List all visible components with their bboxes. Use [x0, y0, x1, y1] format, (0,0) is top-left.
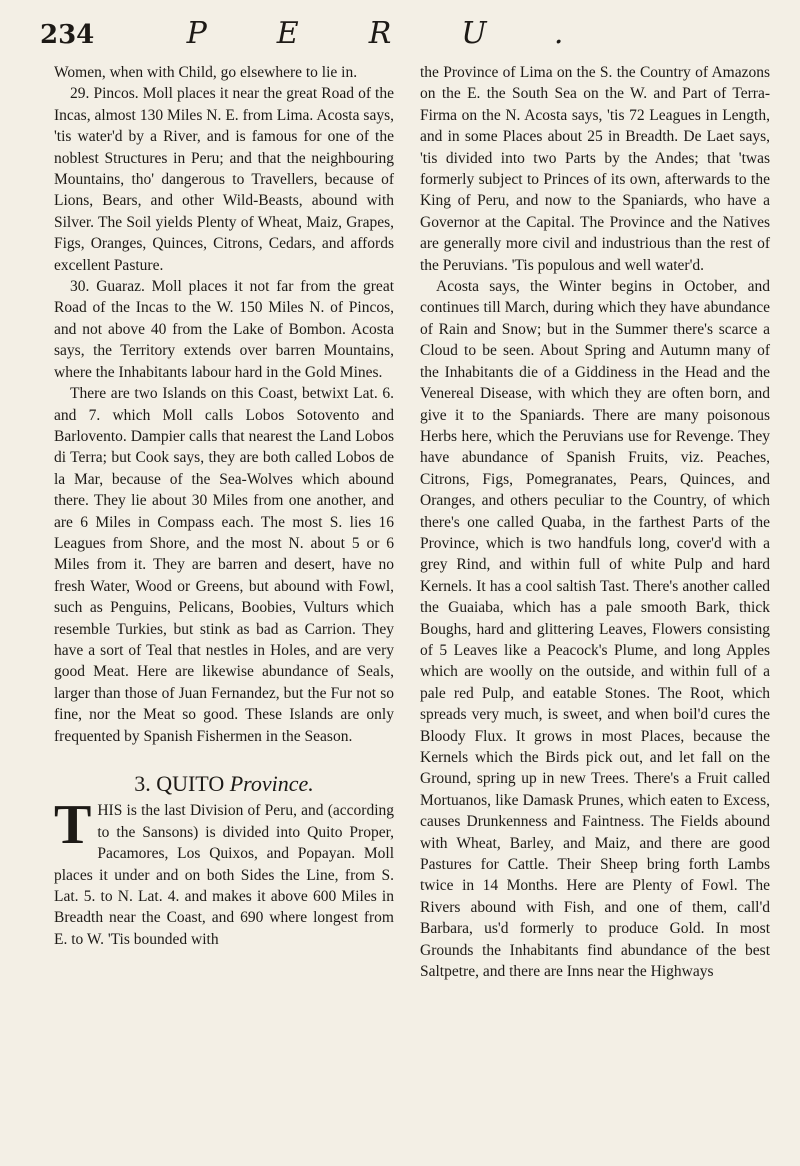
right-column: [420, 62, 770, 982]
paragraph-guaraz: 30. Guaraz. Moll places it not far from the great Road of the Incas to the W. 150 Miles N. of Pincos, and not above 40 from the Lake of Bombon. Acosta says, the Territory extends over barren Mountains, where the Inhabitants labour hard in the Gold Mines.: [54, 278, 394, 381]
page-number: 234: [40, 20, 95, 50]
paragraph-islands: There are two Islands on this Coast, betwixt Lat. 6. and 7. which Moll calls Lobos Sotovento and Barlovento. Dampier calls that nearest the Land Lobos di Terra; but Cook says, they are both called Lobos de la Mar, because of the Sea-Wolves which abound there. They lie about 30 Miles from one another, and are 6 Miles in Compass each. The most S. lies 16 Leagues from Shore, and the most N. about 5 or 6 Miles from it. They are barren and desert, have no fresh Water, Wood or Greens, but abound with Fowl, such as Penguins, Pelicans, Boobies, Vulturs which resemble Turkies, but stink as bad as Carrion. They have a sort of Teal that nestles in Holes, and are very good Meat. Here are likewise abundance of Seals, larger than those of Juan Fernandez, but the Fur not so fine, nor the Meat so good. These Islands are only frequented by Spanish Fishermen in the Season.: [54, 385, 394, 745]
paragraph-quito-text: HIS is the last Division of Peru, and (according to the Sansons) is divided into Quito Proper, Pacamores, Los Quixos, and Popayan. Moll places it under and on both Sides the Line, from S. Lat. 5. to N. Lat. 4. and makes it above 600 Miles in Breadth near the Coast, and 690 where longest from E. to W. 'Tis bounded with: [54, 802, 394, 948]
paragraph: the Province of Lima on the S. the Country of Amazons on the E. the South Sea on the W. and Part of Terra-Firma on the N. Acosta says, 'tis 72 Leagues in Length, and in some Places about 25 in Breadth. De Laet says, 'tis divided into two Parts by the Andes; that 'twas formerly subject to Princes of its own, afterwards to the King of Peru, and now to the Spaniards, who have a Governor at the Capital. The Province and the Natives are generally more civil and industrious than the rest of the Peruvians. 'Tis populous and well water'd.: [420, 64, 770, 274]
running-head: PERU.: [186, 16, 634, 51]
drop-cap: T: [54, 794, 92, 857]
paragraph: Women, when with Child, go elsewhere to lie in.: [54, 64, 358, 81]
section-province: Province.: [229, 771, 314, 796]
section-number: 3.: [134, 771, 151, 796]
page-header: [40, 14, 780, 60]
paragraph-pincos: 29. Pincos. Moll places it near the great Road of the Incas, almost 130 Miles N. E. from Lima. Acosta says, 'tis water'd by a River, and is famous for one of the noblest Structures in Peru; and that the neighbouring Mountains, tho' dangerous to Travellers, because of Lions, Bears, and other Wild-Beasts, abound with Silver. The Soil yields Plenty of Wheat, Maiz, Grapes, Figs, Oranges, Quinces, Citrons, Cedars, and affords excellent Pasture.: [54, 85, 394, 274]
left-column: [54, 62, 394, 950]
paragraph-quito: [54, 794, 394, 950]
section-name: QUITO: [156, 771, 225, 796]
paragraph-climate: Acosta says, the Winter begins in October, and continues till March, during which they have abundance of Rain and Snow; but in the Summer there's scarce a Cloud to be seen. About Spring and Autumn many of the Inhabitants die of a Giddiness in the Head and the Venereal Disease, with which they are often born, and give it to the Spaniards. There are many poisonous Herbs here, which the Peruvians use for Revenge. They have abundance of Spanish Fruits, viz. Peaches, Citrons, Figs, Pomegranates, Pears, Quinces, and Oranges, and others peculiar to the Country, of which there's one called Quaba, in the farthest Parts of the Province, which is two handfuls long, cover'd with a grey Rind, and within full of white Pulp and hard Kernels. It has a cool saltish Tast. There's another called the Guaiaba, which has a pale smooth Bark, thick Boughs, hard and glittering Leaves, Flowers consisting of 5 Leaves like a Peacock's Plume, and long Apples which are woolly on the outside, and within full of a pale red Pulp, and eatable Stones. The Root, which spreads very much, is sweet, and when boil'd cures the Bloody Flux. It grows in most Places, because the Kernels which the Birds pick out, and let fall on the Ground, spring up in new Trees. There's a Fruit called Mortuanos, like Damask Prunes, which eaten to Excess, causes Drunkenness and Faintness. The Fields abound with Wheat, Barley, and Maiz, and there are good Pastures for Cattle. Their Sheep bring forth Lambs twice in 14 Months. Here are Plenty of Fowl. The Rivers abound with Fish, and one of them, call'd Barbara, us'd formerly to produce Gold. In most Grounds the Inhabitants find abundance of the best Saltpetre, and there are Inns near the Highways: [420, 278, 770, 981]
section-heading: [54, 773, 394, 794]
